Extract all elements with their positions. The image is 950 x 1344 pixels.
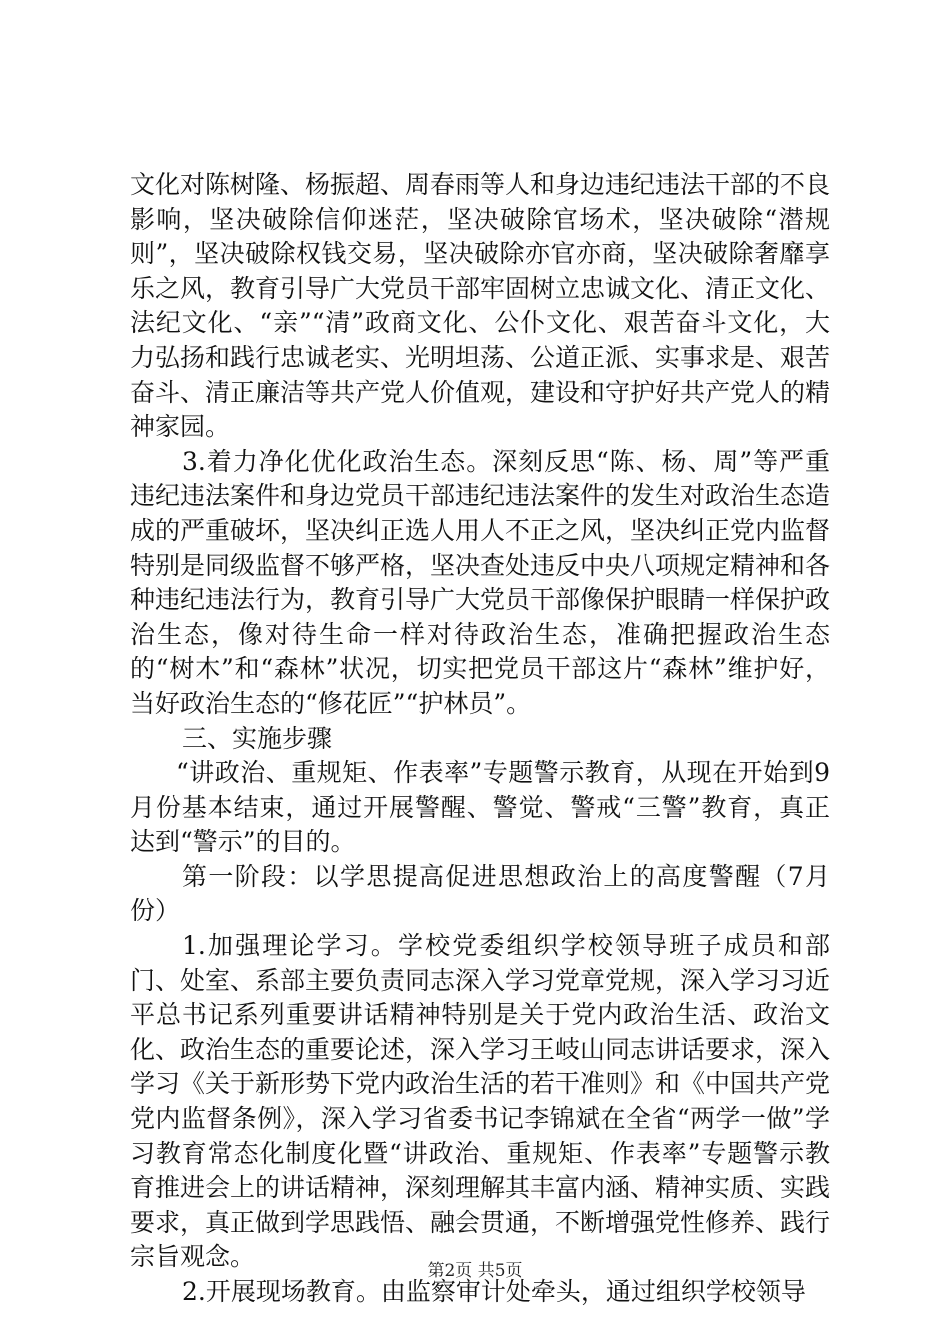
document-body [130, 168, 830, 1310]
paragraph-onsite-education: 2.开展现场教育。由监察审计处牵头，通过组织学校领导 [182, 1277, 806, 1306]
stage-one-heading: 第一阶段：以学思提高促进思想政治上的高度警醒（7月份） [130, 861, 830, 926]
page-number-footer: 第2页 共5页 [427, 1261, 523, 1281]
paragraph-political-culture-continued: 文化对陈树隆、杨振超、周春雨等人和身边违纪违法干部的不良影响，坚决破除信仰迷茫，坚决破除官场术，坚决破除“潜规则”，坚决破除权钱交易，坚决破除亦官亦商，坚决破除奢靡享乐之风，教育引导广大党员干部牢固树立忠诚文化、清正文化、法纪文化、“亲”“清”政商文化、公仆文化、艰苦奋斗文化，大力弘扬和践行忠诚老实、光明坦荡、公道正派、实事求是、艰苦奋斗、清正廉洁等共产党人价值观，建设和守护好共产党人的精神家园。 [130, 170, 831, 442]
paragraph-political-ecology: 3.着力净化优化政治生态。深刻反思“陈、杨、周”等严重违纪违法案件和身边党员干部违纪违法案件的发生对政治生态造成的严重破坏，坚决纠正选人用人不正之风，坚决纠正党内监督特别是同级监督不够严格，坚决查处违反中央八项规定精神和各种违纪违法行为，教育引导广大党员干部像保护眼睛一样保护政治生态，像对待生命一样对待政治生态，准确把握政治生态的“树木”和“森林”状况，切实把党员干部这片“森林”维护好，当好政治生态的“修花匠”“护林员”。 [130, 446, 831, 718]
paragraph-theory-study: 1.加强理论学习。学校党委组织学校领导班子成员和部门、处室、系部主要负责同志深入学习党章党规，深入学习习近平总书记系列重要讲话精神特别是关于党内政治生活、政治文化、政治生态的重要论述，深入学习王岐山同志讲话要求，深入学习《关于新形势下党内政治生活的若干准则》和《中国共产党党内监督条例》，深入学习省委书记李锦斌在全省“两学一做”学习教育常态化制度化暨“讲政治、重规矩、作表率”专题警示教育推进会上的讲话精神，深刻理解其丰富内涵、精神实质、实践要求，真正做到学思践悟、融会贯通，不断增强党性修养、践行宗旨观念。 [130, 931, 831, 1272]
section-heading-implementation-steps: 三、实施步骤 [182, 723, 333, 753]
paragraph-warning-education-intro: “讲政治、重规矩、作表率”专题警示教育，从现在开始到9月份基本结束，通过开展警醒、警觉、警戒“三警”教育，真正达到“警示”的目的。 [130, 758, 830, 857]
